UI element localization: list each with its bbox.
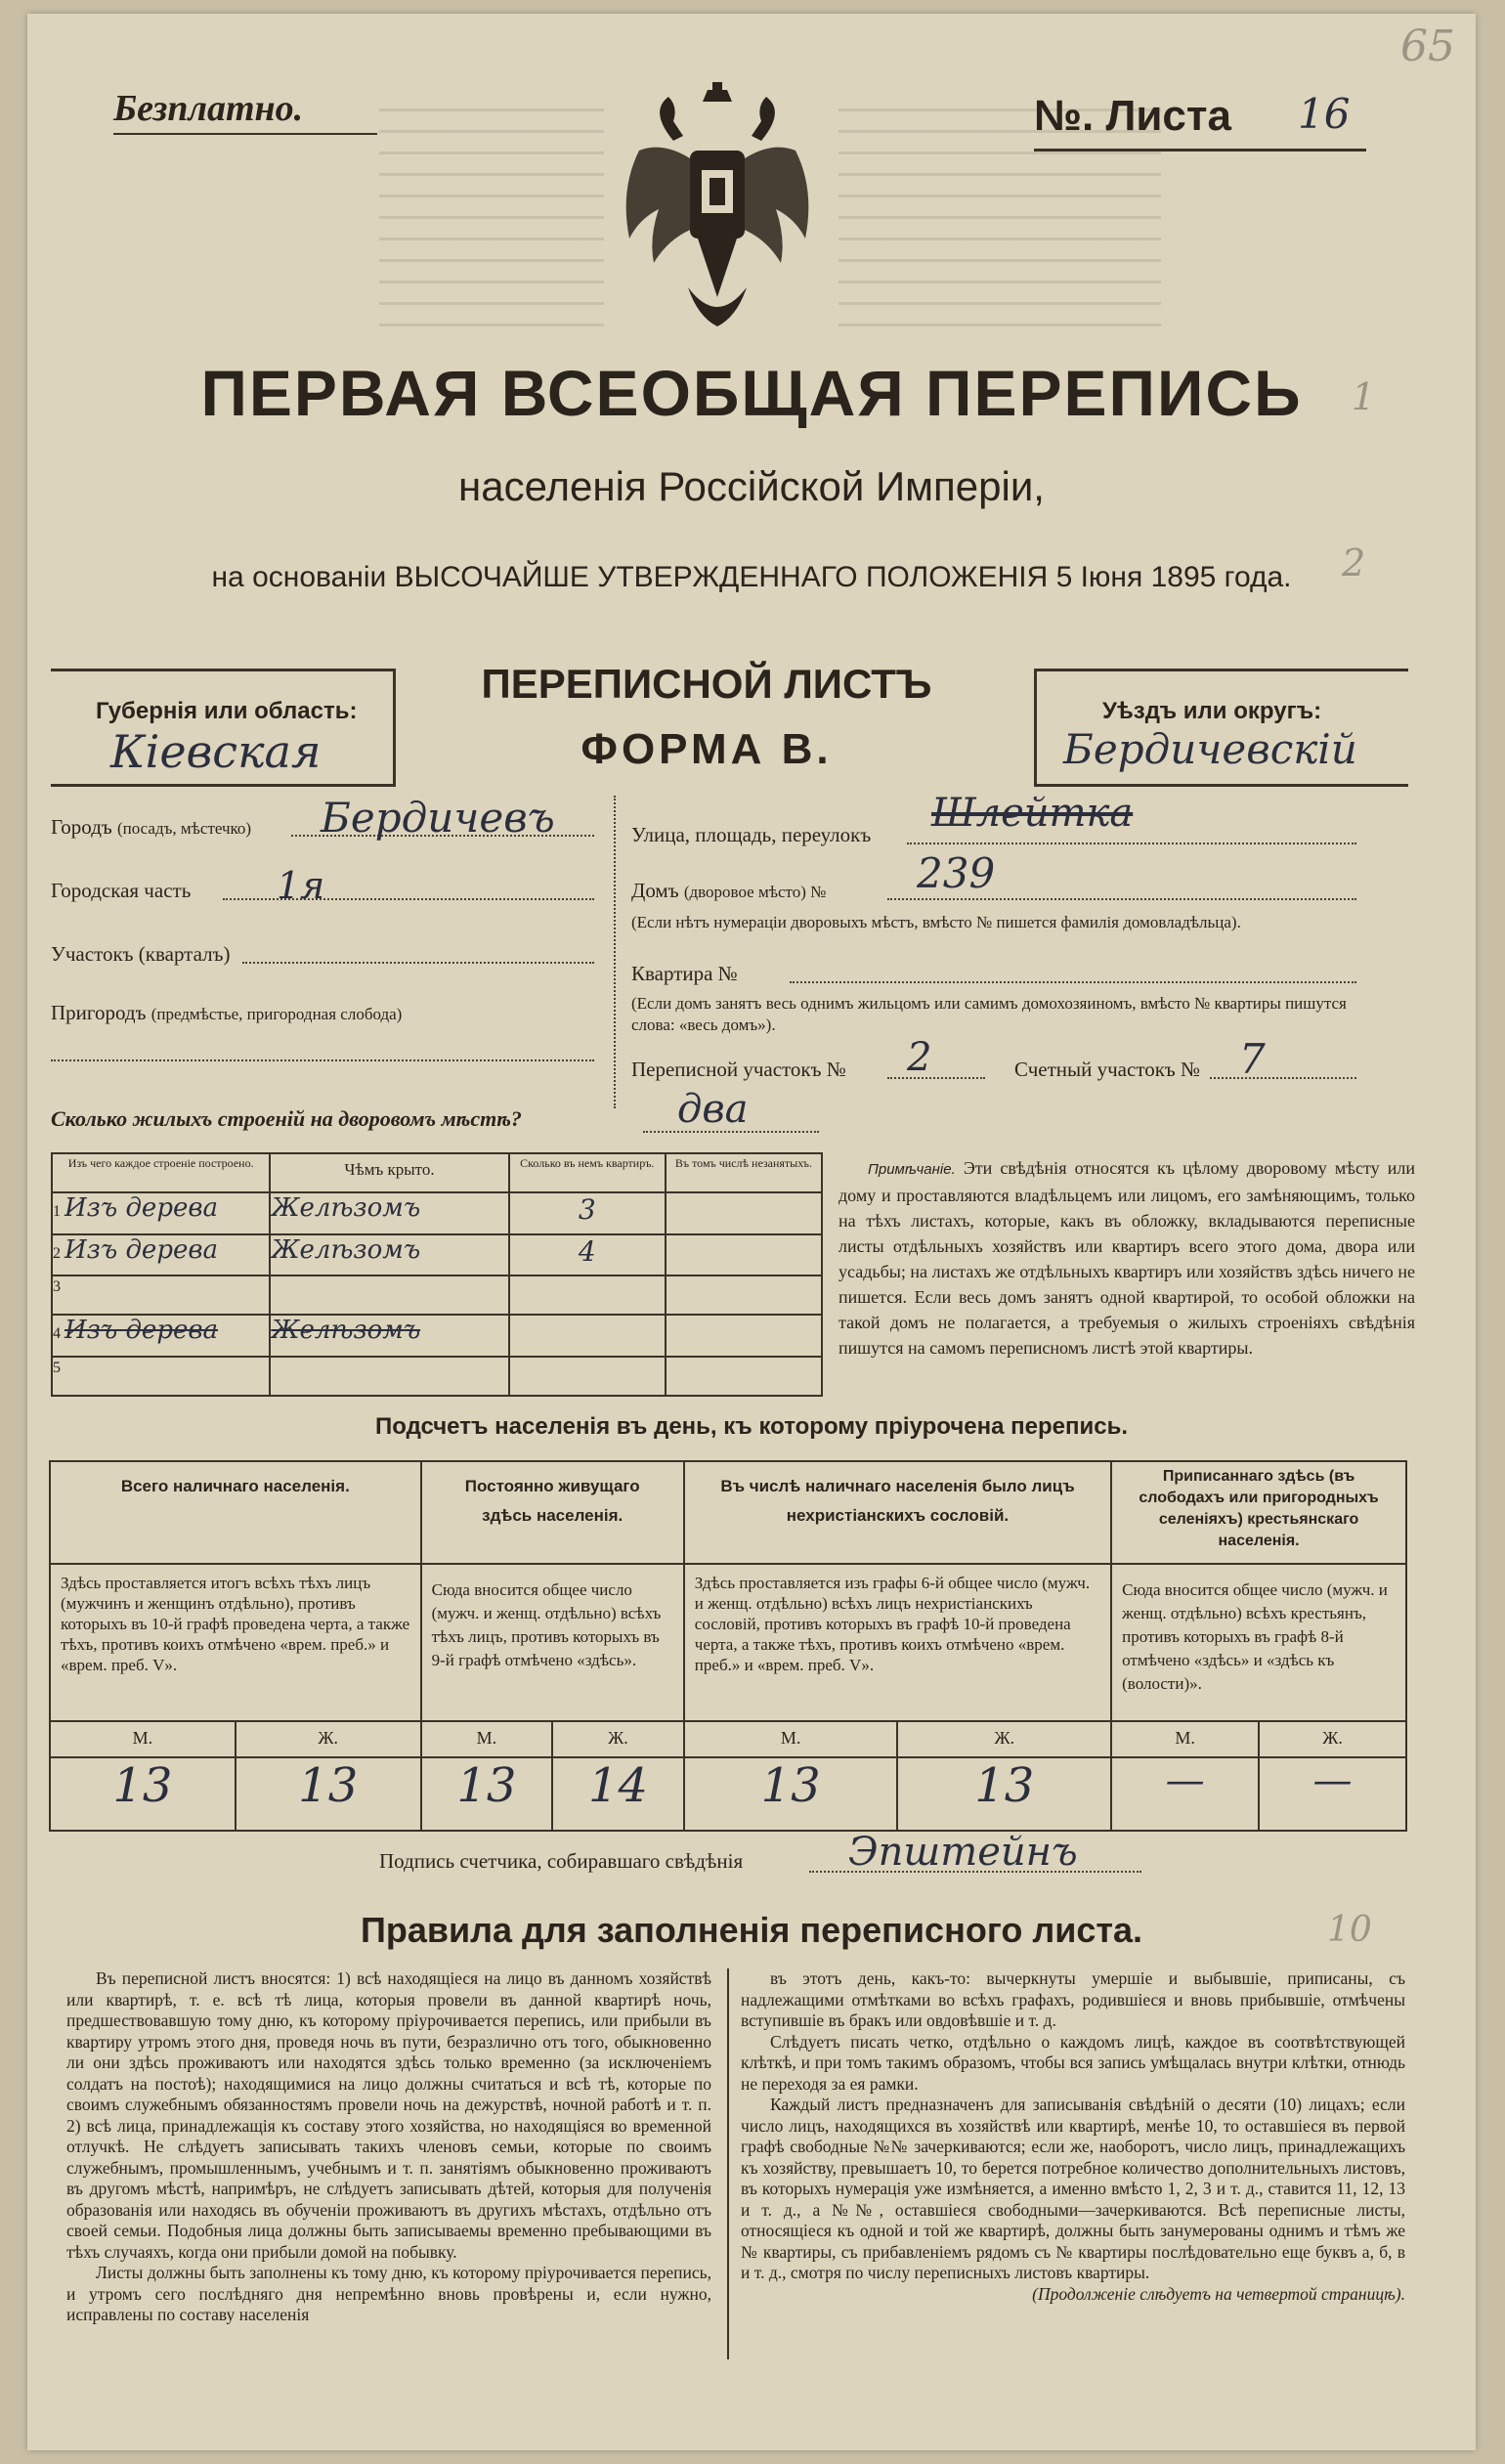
rules-right-column <box>741 1968 1405 2305</box>
main-title: ПЕРВАЯ ВСЕОБЩАЯ ПЕРЕПИСЬ <box>200 357 1303 429</box>
census-sheet <box>27 14 1476 2450</box>
sheet-title: ПЕРЕПИСНОЙ ЛИСТЪ <box>481 661 932 707</box>
row-apartments: 4 <box>578 1234 596 1268</box>
row-roof: Желѣзомъ <box>271 1193 421 1224</box>
row-material: Изъ дерева <box>64 1316 218 1346</box>
count-precinct-value: 7 <box>1239 1035 1266 1083</box>
buildings-row <box>52 1275 822 1315</box>
address-separator <box>614 796 616 1108</box>
row-material: Изъ дерева <box>64 1193 218 1224</box>
count-value-2-m: 13 <box>456 1758 517 1814</box>
note-title: Примѣчаніе. <box>868 1161 956 1178</box>
suburb-dots <box>51 1059 594 1061</box>
row-roof: Желѣзомъ <box>271 1316 421 1346</box>
margin-pencil-2: 2 <box>1342 541 1366 584</box>
count-col-head-3: Въ числѣ наличнаго населенія было лицъ нехристіанскихъ сословій. <box>720 1477 1075 1525</box>
row-roof: Желѣзомъ <box>271 1234 421 1265</box>
bleed-through-right <box>838 102 1161 326</box>
count-value-3-m: 13 <box>760 1758 821 1814</box>
rules-right-paragraph: въ этотъ день, какъ-то: вычеркнуты умершіе и выбывшіе, приписаны, съ надлежащими отмѣтками во всѣхъ графахъ, родившіеся и вновь прибывшіе, отмѣчены вступившіе въ бракъ или овдовѣвшіе и т. д. <box>741 1968 1405 2030</box>
margin-pencil-1: 1 <box>1352 375 1376 418</box>
basis-line: на основаніи ВЫСОЧАЙШЕ УТВЕРЖДЕННАГО ПОЛОЖЕНІЯ 5 Іюня 1895 года. <box>211 561 1292 593</box>
row-number: 5 <box>53 1359 61 1376</box>
suburb-row <box>51 1001 402 1025</box>
house-hint: (дворовое мѣсто) № <box>683 883 827 901</box>
house-value: 239 <box>917 849 996 897</box>
house-label: Домъ <box>631 879 679 902</box>
street-dots <box>907 843 1356 844</box>
count-table <box>49 1460 1407 1832</box>
free-underline <box>113 133 377 135</box>
rules-title: Правила для заполненія переписного листа. <box>360 1910 1143 1950</box>
census-precinct-label: Переписной участокъ № <box>631 1058 846 1081</box>
count-precinct-label: Счетный участокъ № <box>1014 1058 1201 1081</box>
rules-continued: (Продолженіе слѣдуетъ на четвертой страницѣ). <box>1032 2283 1405 2304</box>
rules-right-paragraph: Слѣдуетъ писать четко, отдѣльно о каждомъ лицѣ, каждое въ соотвѣтствующей клѣткѣ, и при томъ такимъ образомъ, чтобы вся запись умѣщалась внутри клѣтки, отнюдь не переходя за ея рамки. <box>741 2031 1405 2094</box>
m-label: М. <box>1175 1727 1195 1748</box>
city-hint: (посадъ, мѣстечко) <box>116 819 252 838</box>
m-label: М. <box>780 1727 801 1748</box>
suburb-hint: (предмѣстье, пригородная слобода) <box>150 1005 403 1023</box>
signature-value: Эпштейнъ <box>848 1830 1078 1875</box>
census-precinct-dots <box>887 1077 985 1079</box>
rules-left-column <box>66 1968 711 2326</box>
rules-right-paragraph: Каждый листъ предназначенъ для записыванія свѣдѣній о десяти (10) лицахъ; если число лицъ, находящихся въ хозяйствѣ или квартирѣ, менѣе 10, то оставшіеся въ первой графѣ свободные №№ зачеркиваются; если же, наоборотъ, число лицъ, принадлежащихъ къ хозяйству, превышаетъ 10, то берется потребное количество дополнительныхъ листовъ, въ которыхъ нумерація уже измѣняется, а именно вмѣсто 1, 2, 3 и т. д., ставится 11, 12, 13 и т. д., а №№, оставшіеся свободными—зачеркиваются. Всѣ переписные листы, относящіеся къ одной и той же квартирѣ, должны быть занумерованы однимъ и тѣмъ же № квартиры, съ прибавленіемъ рядомъ съ № квартиры послѣдовательно еще буквъ а, б, в и т. д., смотря по числу переписныхъ листовъ квартиры. <box>741 2095 1405 2282</box>
apartment-label: Квартира № <box>631 962 738 985</box>
city-value: Бердичевъ <box>321 794 555 842</box>
subtitle: населенія Россійской Имперіи, <box>458 463 1045 509</box>
f-label: Ж. <box>318 1727 339 1748</box>
count-value-4-m: — <box>1165 1758 1205 1804</box>
district-value: Бердичевскій <box>1063 725 1357 773</box>
buildings-row <box>52 1357 822 1396</box>
row-number: 3 <box>53 1277 61 1295</box>
f-label: Ж. <box>994 1727 1015 1748</box>
buildings-header-vacant: Въ томъ числѣ незанятыхъ. <box>674 1156 812 1170</box>
buildings-answer: два <box>677 1087 749 1132</box>
buildings-table <box>51 1152 823 1397</box>
f-label: Ж. <box>608 1727 628 1748</box>
count-col-desc-4: Сюда вносится общее число (мужч. и женщ. отдѣльно) всѣхъ крестьянъ, противъ которыхъ въ графѣ 8-й отмѣчено «здѣсь» и «здѣсь къ (волости)». <box>1122 1579 1388 1693</box>
count-value-3-f: 13 <box>974 1758 1035 1814</box>
count-col-desc-1: Здѣсь проставляется итогъ всѣхъ тѣхъ лицъ (мужчинъ и женщинъ отдѣльно), противъ которыхъ въ 10-й графѣ проведена черта, а также тѣхъ, противъ коихъ отмѣчено «врем. преб.» и «врем. преб. V». <box>61 1573 410 1674</box>
sheet-number-value: 16 <box>1298 90 1351 138</box>
buildings-row <box>52 1234 822 1275</box>
house-dots <box>887 898 1356 900</box>
row-number: 1 <box>53 1203 61 1221</box>
row-material: Изъ дерева <box>64 1234 218 1265</box>
count-col-head-4: Приписаннаго здѣсь (въ слободахъ или пригородныхъ селеніяхъ) крестьянскаго населенія. <box>1139 1468 1379 1549</box>
buildings-row <box>52 1315 822 1356</box>
city-part-value: 1я <box>277 864 325 907</box>
count-col-head-2: Постоянно живущаго здѣсь населенія. <box>464 1477 640 1525</box>
buildings-row <box>52 1192 822 1233</box>
form-label: ФОРМА В. <box>580 725 833 773</box>
apartment-note: (Если домъ занятъ весь однимъ жильцомъ или самимъ домохозяиномъ, вмѣсто № квартиры пишутся слова: «весь домъ»). <box>631 994 1347 1034</box>
count-value-2-f: 14 <box>587 1758 649 1814</box>
province-label: Губернія или область: <box>96 698 358 724</box>
house-note: (Если нѣтъ нумераціи дворовыхъ мѣстъ, вмѣсто № пишется фамилія домовладѣльца). <box>631 913 1241 931</box>
sheet-number-label: №. Листа <box>1034 92 1231 140</box>
house-row <box>631 879 826 903</box>
double-headed-eagle-emblem <box>620 82 815 336</box>
buildings-header-roof: Чѣмъ крыто. <box>344 1160 435 1179</box>
note-text: Эти свѣдѣнія относятся къ цѣлому дворовому мѣсту или дому и проставляются владѣльцемъ или лицомъ, его замѣняющимъ, только на тѣхъ листахъ, которые, какъ въ обложку, вкладываются переписные листы отдѣльныхъ хозяйствъ или квартиръ всего этого дома, двора или усадьбы; на листахъ же отдѣльныхъ квартиръ или хозяйствъ здѣсь ничего не пишется. Если весь домъ занятъ одной квартирой, то особой обложки на такой домъ не полагается, а требуемыя о жилыхъ строеніяхъ свѣдѣнія пишутся на самомъ переписномъ листѣ этой квартиры. <box>838 1158 1415 1358</box>
rules-left-paragraph: Въ переписной листъ вносятся: 1) всѣ находящіеся на лицо въ данномъ хозяйствѣ или квартирѣ, т. е. всѣ тѣ лица, которыя провели въ данной квартирѣ ночь, предшествовавшую тому дню, къ которому пріурочивается перепись, или прибыли въ квартиру утромъ этого дня, проведя ночь въ пути, безразлично отъ того, обыкновенно ли они здѣсь проживаютъ или находятся здѣсь только временно (за исключеніемъ солдатъ на постоѣ); находящимися на лицо должны считаться и всѣ тѣ, которые по своимъ служебнымъ обязанностямъ провели ночь на дежурствѣ, ночной работѣ и т. п. 2) всѣ лица, принадлежащія къ составу этого хозяйства, но находящіяся во временной отлучкѣ. Не слѣдуетъ записывать такихъ членовъ семьи, которые по своимъ служебнымъ, промышленнымъ, учебнымъ и т. п. занятіямъ обыкновенно проживаютъ въ другомъ мѣстѣ, напримѣръ, не слѣдуетъ записывать дѣтей, которыя для полученія образованія или находясь въ обученіи проживаютъ въ другихъ мѣстахъ, отдѣльно отъ своей семьи. Подобныя лица должны быть записываемы временно пребывающими въ тѣхъ случаяхъ, когда они прибыли домой на побывку. <box>66 1968 711 2262</box>
rules-left-paragraph: Листы должны быть заполнены къ тому дню, къ которому пріурочивается перепись, и утромъ сего послѣдняго дня непремѣнно вновь провѣрены и, если нужно, исправлены по составу населенія <box>66 2263 711 2324</box>
corner-archive-number: 65 <box>1400 22 1455 71</box>
precinct-label: Участокъ (кварталъ) <box>51 942 231 966</box>
rules-divider <box>727 1968 729 2359</box>
count-value-1-m: 13 <box>112 1758 173 1814</box>
count-col-desc-2: Сюда вносится общее число (мужч. и женщ. отдѣльно) всѣхъ тѣхъ лицъ, противъ которыхъ въ 9-й графѣ отмѣчено «здѣсь». <box>431 1579 662 1669</box>
census-precinct-value: 2 <box>907 1035 932 1080</box>
row-number: 2 <box>53 1244 61 1262</box>
street-label: Улица, площадь, переулокъ <box>631 823 872 846</box>
count-value-1-f: 13 <box>298 1758 359 1814</box>
count-col-head-1: Всего наличнаго населенія. <box>120 1477 350 1495</box>
f-label: Ж. <box>1322 1727 1343 1748</box>
street-value: Шлейтка <box>931 791 1134 836</box>
apartment-dots <box>790 981 1356 983</box>
province-value: Кіевская <box>110 725 322 778</box>
margin-pencil-10: 10 <box>1327 1910 1372 1950</box>
district-label: Уѣздъ или округъ: <box>1102 698 1322 724</box>
count-precinct-dots <box>1210 1077 1356 1079</box>
row-number: 4 <box>53 1325 61 1343</box>
m-label: М. <box>476 1727 497 1748</box>
buildings-note <box>838 1155 1415 1361</box>
buildings-header-apartments: Сколько въ немъ квартиръ. <box>520 1156 655 1170</box>
precinct-dots <box>242 962 594 964</box>
count-value-4-f: — <box>1312 1758 1353 1804</box>
m-label: М. <box>132 1727 153 1748</box>
count-title: Подсчетъ населенія въ день, къ которому пріурочена перепись. <box>375 1413 1128 1440</box>
row-apartments: 3 <box>578 1193 596 1227</box>
signature-label: Подпись счетчика, собиравшаго свѣдѣнія <box>379 1849 744 1873</box>
free-label: Безплатно. <box>113 88 304 129</box>
buildings-question: Сколько жилыхъ строеній на дворовомъ мѣстѣ? <box>51 1106 522 1131</box>
buildings-header-material: Изъ чего каждое строеніе построено. <box>67 1156 254 1170</box>
bleed-through-left <box>379 102 604 326</box>
suburb-label: Пригородъ <box>51 1001 147 1024</box>
city-label-row <box>51 815 251 840</box>
count-col-desc-3: Здѣсь проставляется изъ графы 6-й общее число (мужч. и женщ. отдѣльно) всѣхъ лицъ нехристіанскихъ сословій, противъ которыхъ въ графѣ 10-й проведена черта, а также тѣхъ, противъ коихъ отмѣчено «врем. преб.» и «врем. преб. V». <box>694 1573 1091 1674</box>
city-part-label: Городская часть <box>51 879 192 902</box>
city-label: Городъ <box>51 815 112 839</box>
